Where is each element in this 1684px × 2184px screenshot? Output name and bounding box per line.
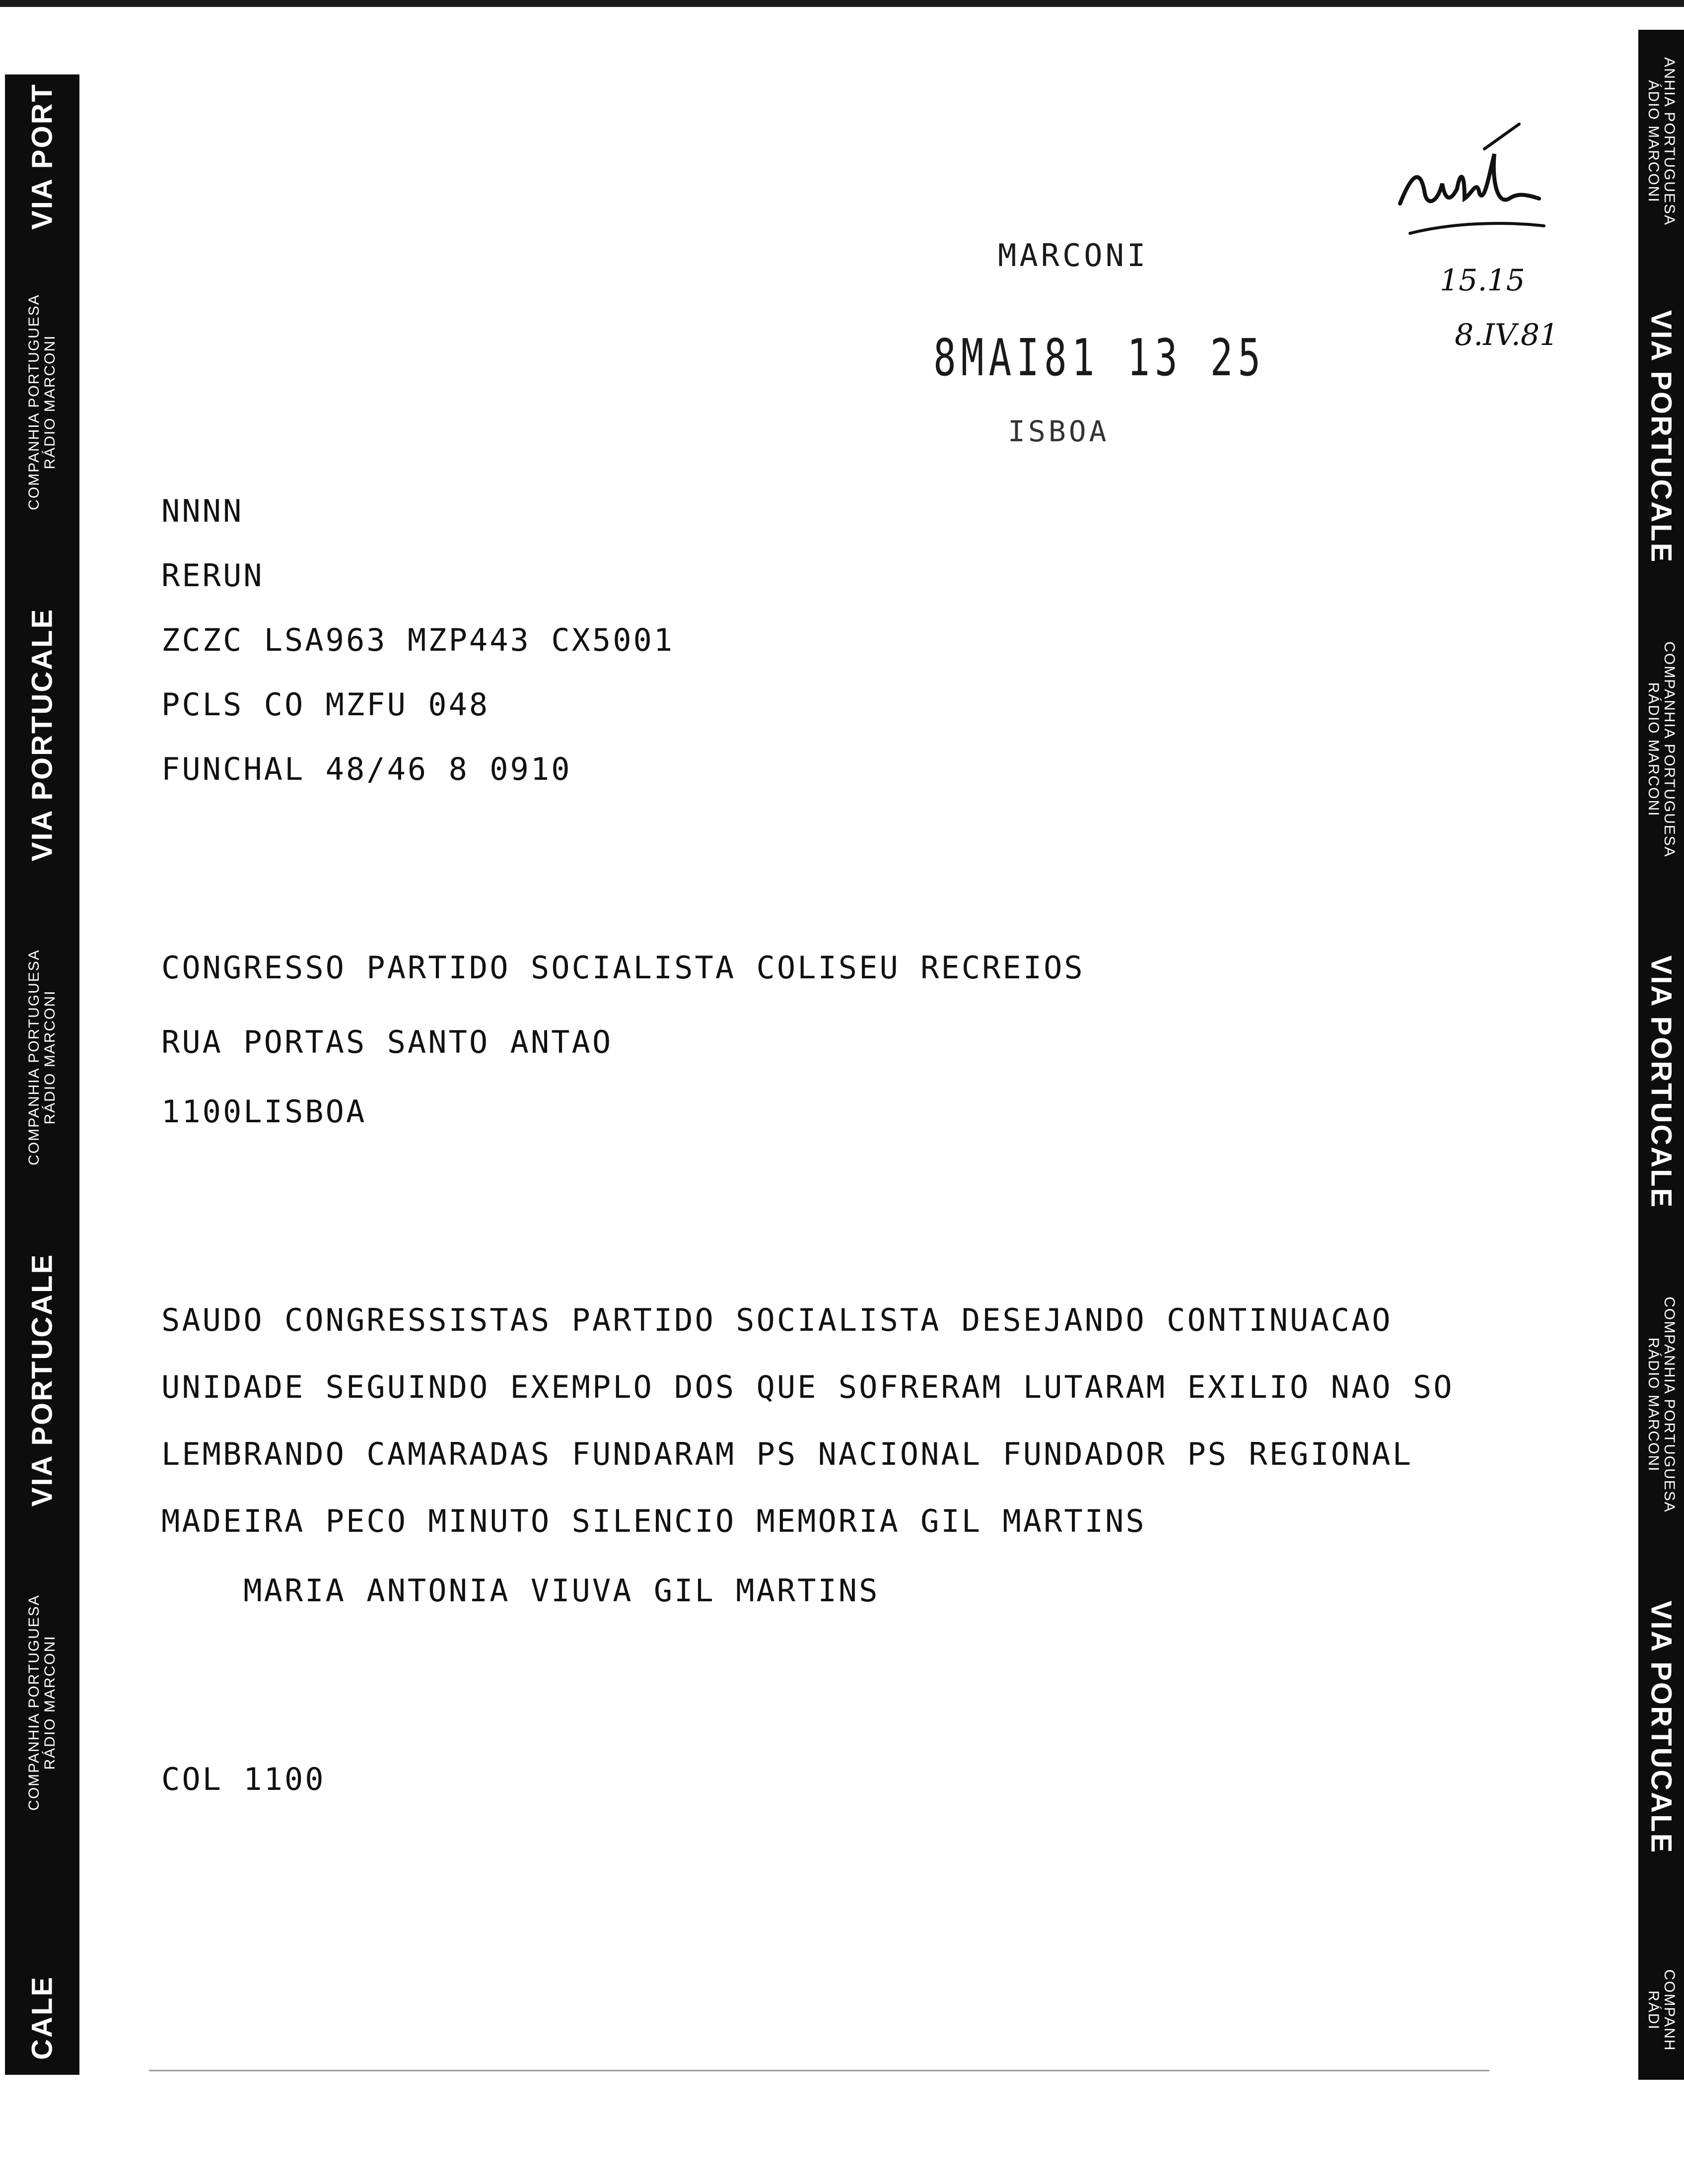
page-top-border xyxy=(0,0,1684,7)
right-branding-strip xyxy=(1638,30,1684,2080)
handwritten-date: 8.IV.81 xyxy=(1455,318,1559,352)
message-signature: MARIA ANTONIA VIUVA GIL MARTINS xyxy=(161,1572,880,1609)
header-line: NNNN xyxy=(161,493,244,529)
address-line: RUA PORTAS SANTO ANTAO xyxy=(161,1024,613,1060)
strip-via-label: CALE xyxy=(26,1976,59,2060)
strip-company-label: COMPANH RÁDI xyxy=(1645,1969,1678,2051)
strip-via-label: VIA PORTUCALE xyxy=(26,1253,59,1507)
left-branding-strip xyxy=(5,74,79,2075)
header-line: RERUN xyxy=(161,557,264,594)
strip-via-label: VIA PORT xyxy=(26,83,59,230)
strip-company-label: COMPANHIA PORTUGUESA RÁDIO MARCONI xyxy=(1645,641,1678,858)
strip-via-label: VIA PORTUCALE xyxy=(26,608,59,862)
handwritten-signature xyxy=(1390,119,1554,268)
header-line: PCLS CO MZFU 048 xyxy=(161,686,490,723)
address-line: 1100LISBOA xyxy=(161,1093,367,1130)
strip-via-label: VIA PORTUCALE xyxy=(1645,310,1678,564)
message-line: MADEIRA PECO MINUTO SILENCIO MEMORIA GIL MARTINS xyxy=(161,1503,1146,1539)
message-line: SAUDO CONGRESSISTAS PARTIDO SOCIALISTA DESEJANDO CONTINUACAO xyxy=(161,1302,1393,1338)
strip-company-label: COMPANHIA PORTUGUESA RÁDIO MARCONI xyxy=(26,949,58,1165)
handwritten-time: 15.15 xyxy=(1440,263,1525,298)
strip-via-label: VIA PORTUCALE xyxy=(1645,955,1678,1209)
strip-company-label: COMPANHIA PORTUGUESA RÁDIO MARCONI xyxy=(26,294,58,510)
strip-company-label: ANHIA PORTUGUESA ÁDIO MARCONI xyxy=(1645,57,1678,226)
stamp-office: MARCONI xyxy=(998,237,1149,273)
message-line: LEMBRANDO CAMARADAS FUNDARAM PS NACIONAL FUNDADOR PS REGIONAL xyxy=(161,1436,1413,1472)
message-line: UNIDADE SEGUINDO EXEMPLO DOS QUE SOFRERAM LUTARAM EXILIO NAO SO xyxy=(161,1369,1454,1405)
strip-company-label: COMPANHIA PORTUGUESA RÁDIO MARCONI xyxy=(26,1594,58,1811)
stamp-city: ISBOA xyxy=(1008,414,1110,448)
address-line: CONGRESSO PARTIDO SOCIALISTA COLISEU RECREIOS xyxy=(161,950,1085,986)
strip-company-label: COMPANHIA PORTUGUESA RÁDIO MARCONI xyxy=(1645,1297,1678,1513)
tape-edge-line xyxy=(149,2070,1489,2071)
origin-line: FUNCHAL 48/46 8 0910 xyxy=(161,751,572,787)
collation-line: COL 1100 xyxy=(161,1761,326,1797)
strip-via-label: VIA PORTUCALE xyxy=(1645,1600,1678,1854)
stamp-datetime: 8MAI81 13 25 xyxy=(933,328,1266,388)
header-line: ZCZC LSA963 MZP443 CX5001 xyxy=(161,622,675,658)
